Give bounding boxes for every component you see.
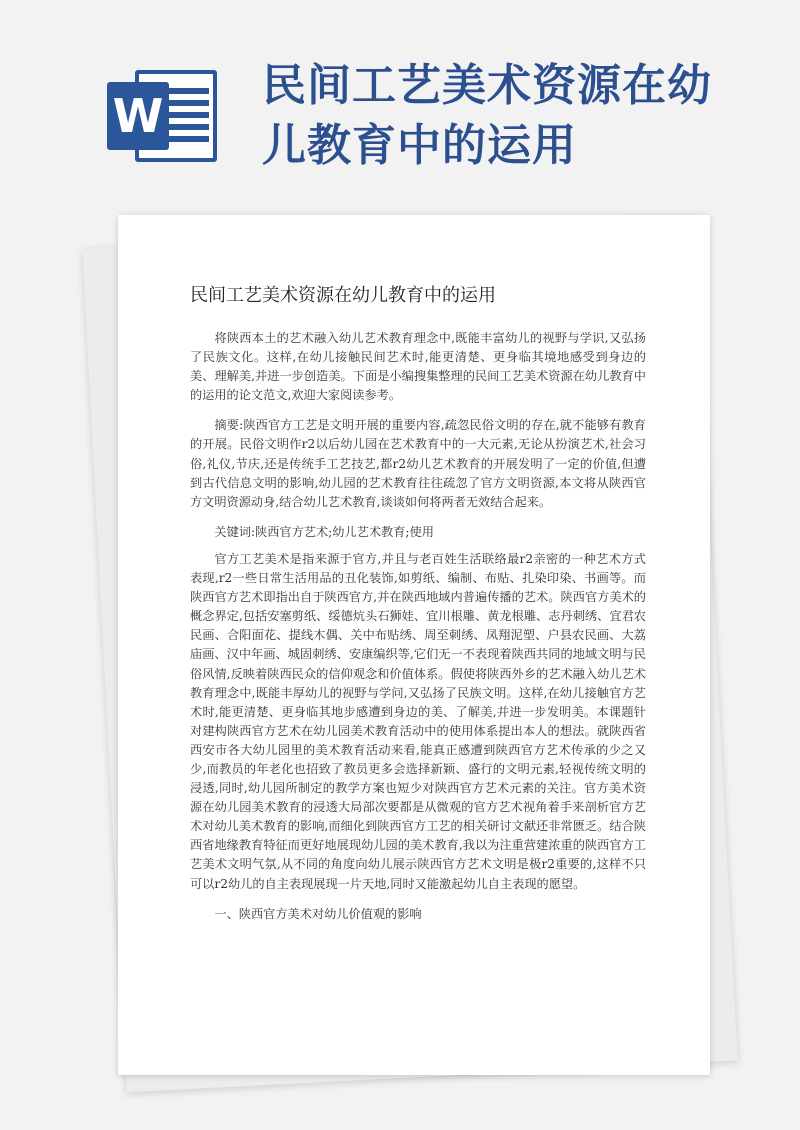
word-letter-badge: W	[107, 82, 169, 150]
intro-paragraph: 将陕西本土的艺术融入幼儿艺术教育理念中,既能丰富幼儿的视野与学识,又弘扬了民族文化。这样,在幼儿接触民间艺术时,能更清楚、更身临其境地感受到身边的美、理解美,并进一步创造美。下面是小编搜集整理的民间工艺美术资源在幼儿教育中的运用的论文范文,欢迎大家阅读参考。	[190, 331, 646, 403]
word-document-icon	[107, 70, 219, 162]
document-page	[118, 215, 710, 1075]
document-title: 民间工艺美术资源在幼儿教育中的运用	[190, 285, 496, 306]
abstract-paragraph: 摘要:陕西官方工艺是文明开展的重要内容,疏忽民俗文明的存在,就不能够有教育的开展。民俗文明作r2以后幼儿园在艺术教育中的一大元素,无论从扮演艺术,社会习俗,礼仪,节庆,还是传统手工艺技艺,都r2幼儿艺术教育的开展发明了一定的价值,但遭到古代信息文明的影响,幼儿园的艺术教育往往疏忽了官方文明资源,本文将从陕西官方文明资源动身,结合幼儿艺术教育,谈谈如何将两者无效结合起来。	[190, 418, 646, 509]
header-banner	[0, 0, 800, 205]
section-heading: 一、陕西官方美术对幼儿价值观的影响	[214, 906, 422, 921]
page-title: 民间工艺美术资源在幼儿教育中的运用	[262, 60, 712, 171]
keywords-paragraph: 关键词:陕西官方艺术;幼儿艺术教育;使用	[214, 524, 434, 539]
main-paragraph: 官方工艺美术是指来源于官方,并且与老百姓生活联络最r2亲密的一种艺术方式表现,r2一些日常生活用品的丑化装饰,如剪纸、编制、布贴、扎染印染、书画等。而陕西官方艺术即指出自于陕西官方,并在陕西地域内普遍传播的艺术。陕西官方美术的概念界定,包括安塞剪纸、绥德炕头石狮娃、宜川根雕、黄龙根雕、志丹刺绣、宜君农民画、合阳面花、提线木偶、关中布贴绣、周至刺绣、凤翔泥塑、户县农民画、大荔庙画、汉中年画、城固刺绣、安康编织等,它们无一不表现着陕西共同的地域文明与民俗风情,反映着陕西民众的信仰观念和价值体系。假使将陕西外乡的艺术融入幼儿艺术教育理念中,既能丰厚幼儿的视野与学问,又弘扬了民族文明。这样,在幼儿接触官方艺术时,能更清楚、更身临其地步感遭到身边的美、了解美,并进一步发明美。本课题针对建构陕西官方艺术在幼儿园美术教育活动中的使用体系提出本人的想法。就陕西省西安市各大幼儿园里的美术教育活动来看,能真正感遭到陕西官方艺术传承的少之又少,而教员的年老化也招致了教员更多会选择新颖、盛行的文明元素,轻视传统文明的浸透,同时,幼儿园所制定的教学方案也短少对陕西官方艺术元素的关注。官方美术资源在幼儿园美术教育的浸透大局部次要都是从微观的官方艺术视角着手来剖析官方艺术对幼儿美术教育的影响,而细化到陕西官方工艺的相关研讨文献还非常匮乏。结合陕西省地缘教育特征而更好地展现幼儿园的美术教育,我以为注重营建浓重的陕西官方工艺美术文明气氛,从不同的角度向幼儿展示陕西官方艺术文明是极r2重要的,这样不只可以r2幼儿的自主表现展现一片天地,同时又能激起幼儿自主表现的愿望。	[190, 551, 646, 891]
document-body	[190, 329, 646, 935]
